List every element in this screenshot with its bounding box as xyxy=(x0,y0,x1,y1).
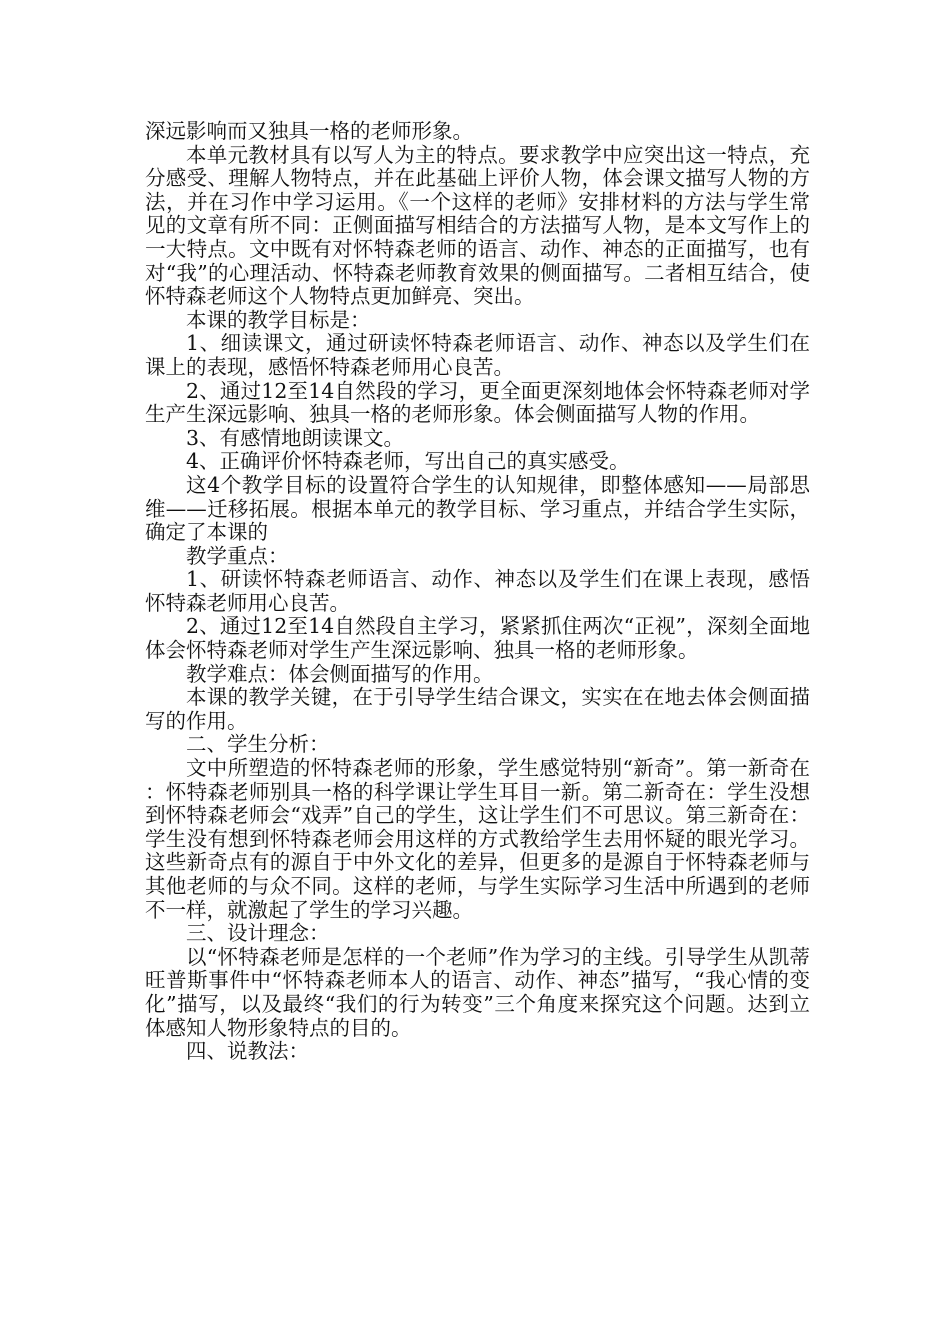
document-body xyxy=(145,120,810,1064)
paragraph-continuation: 深远影响而又独具一格的老师形象。 xyxy=(145,119,473,143)
paragraph-design-concept: 以“怀特森老师是怎样的一个老师”作为学习的主线。引导学生从凯蒂旺普斯事件中“怀特森老师本人的语言、动作、神态”描写，“我心情的变化”描写，以及最终“我们的行为转变”三个角度来探究这个问题。达到立体感知人物形象特点的目的。 xyxy=(145,944,810,1040)
paragraph-goals-rationale: 这4个教学目标的设置符合学生的认知规律，即整体感知——局部思维——迁移拓展。根据本单元的教学目标、学习重点，并结合学生实际，确定了本课的 xyxy=(145,472,810,545)
paragraph-key-point-2: 2、通过12至14自然段自主学习，紧紧抓住两次“正视”，深刻全面地体会怀特森老师对学生产生深远影响、独具一格的老师形象。 xyxy=(145,614,810,663)
paragraph-goal-3: 3、有感情地朗读课文。 xyxy=(186,425,405,450)
section-heading-teaching-method: 四、说教法： xyxy=(186,1039,309,1064)
paragraph-key-points-heading: 教学重点： xyxy=(186,543,289,568)
paragraph-student-analysis: 文中所塑造的怀特森老师的形象，学生感觉特别“新奇”。第一新奇在：怀特森老师别具一格的科学课让学生耳目一新。第二新奇在：学生没想到怀特森老师会“戏弄”自己的学生，这让学生们不可思议。第三新奇在：学生没有想到怀特森老师会用这样的方式教给学生去用怀疑的眼光学习。这些新奇点有的源自于中外文化的差异，但更多的是源自于怀特森老师与其他老师的与众不同。这样的老师，与学生实际学习生活中所遇到的老师不一样，就激起了学生的学习兴趣。 xyxy=(145,756,810,922)
paragraph-key-point-1: 1、研读怀特森老师语言、动作、神态以及学生们在课上表现，感悟怀特森老师用心良苦。 xyxy=(145,567,810,615)
section-heading-student-analysis: 二、学生分析： xyxy=(186,732,330,757)
paragraph-goal-2: 2、通过12至14自然段的学习，更全面更深刻地体会怀特森老师对学生产生深远影响、独具一格的老师形象。体会侧面描写人物的作用。 xyxy=(145,378,810,427)
paragraph-goal-4: 4、正确评价怀特森老师，写出自己的真实感受。 xyxy=(186,449,630,474)
paragraph-goals-heading: 本课的教学目标是： xyxy=(186,307,371,332)
paragraph-unit-features: 本单元教材具有以写人为主的特点。要求教学中应突出这一特点，充分感受、理解人物特点，并在此基础上评价人物，体会课文描写人物的方法，并在习作中学习运用。《一个这样的老师》安排材料的方法与学生常见的文章有所不同：正侧面描写相结合的方法描写人物，是本文写作上的一大特点。文中既有对怀特森老师的语言、动作、神态的正面描写，也有对“我”的心理活动、怀特森老师教育效果的侧面描写。二者相互结合，使怀特森老师这个人物特点更加鲜亮、突出。 xyxy=(145,142,810,309)
paragraph-goal-1: 1、细读课文，通过研读怀特森老师语言、动作、神态以及学生们在课上的表现，感悟怀特森老师用心良苦。 xyxy=(145,331,810,379)
section-heading-design-concept: 三、设计理念： xyxy=(186,921,330,946)
paragraph-key: 本课的教学关键，在于引导学生结合课文，实实在在地去体会侧面描写的作用。 xyxy=(145,685,810,733)
paragraph-difficulty: 教学难点：体会侧面描写的作用。 xyxy=(186,661,494,686)
